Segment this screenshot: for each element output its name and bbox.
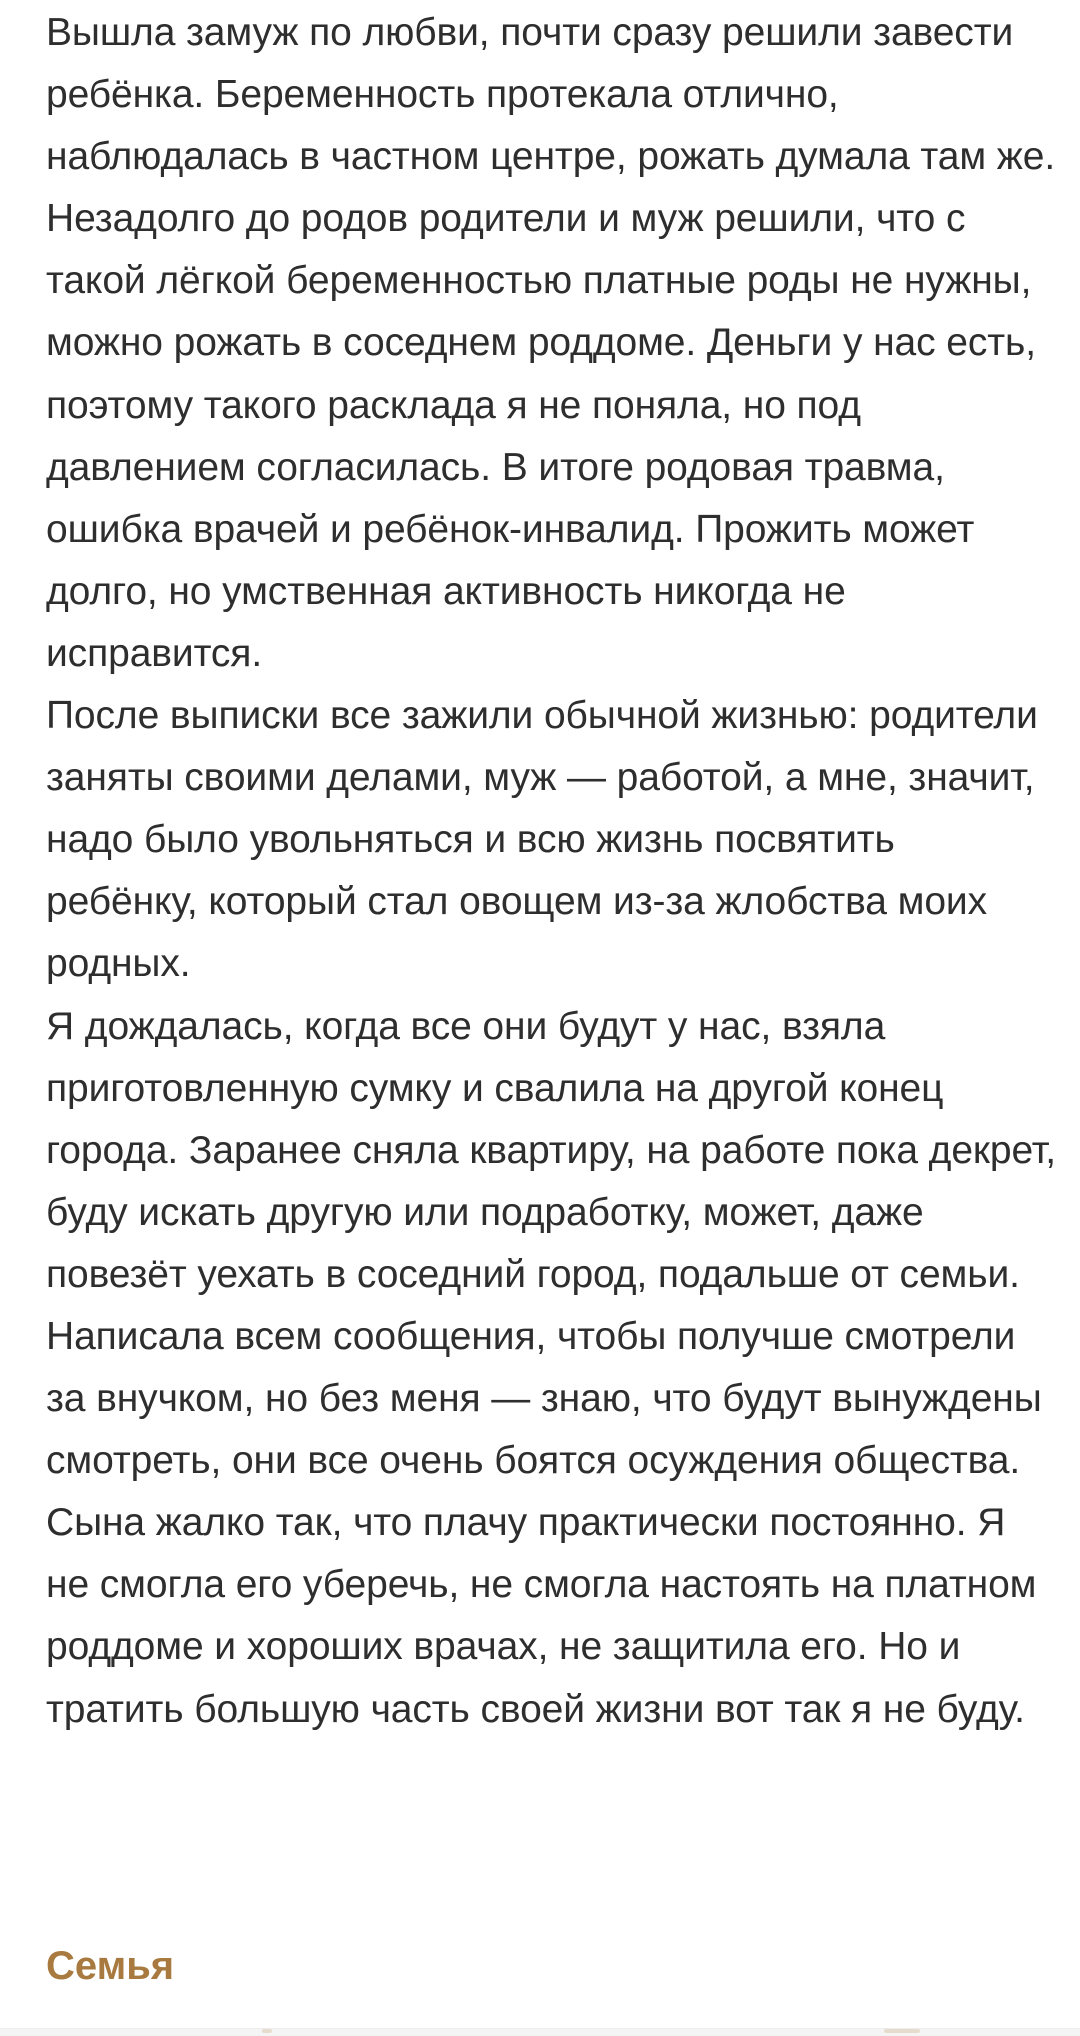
story-paragraph-1: Вышла замуж по любви, почти сразу решили завести ребёнка. Беременность протекала отлично, наблюдалась в частном центре, рожать думала там же. Незадолго до родов родители и муж решили, что с такой лёгкой беременностью платные роды не нужны, можно рожать в соседнем роддоме. Деньги у нас есть, поэтому такого расклада я не поняла, но под давлением согласилась. В итоге родовая травма, ошибка врачей и ребёнок-инвалид. Прожить может долго, но умственная активность никогда не исправится.	[46, 11, 1056, 675]
story-paragraph-2: После выписки все зажили обычной жизнью: родители заняты своими делами, муж — работой, а мне, значит, надо было увольняться и всю жизнь посвятить ребёнку, который стал овощем из-за жлобства моих родных.	[46, 694, 1038, 986]
partial-element-left	[262, 2029, 272, 2033]
category-tag-link[interactable]: Семья	[46, 1944, 175, 1988]
story-body	[46, 2, 1056, 1741]
partial-element-right	[884, 2029, 920, 2033]
story-paragraph-3: Я дождалась, когда все они будут у нас, взяла приготовленную сумку и свалила на другой конец города. Заранее сняла квартиру, на работе пока декрет, буду искать другую или подработку, может, даже повезёт уехать в соседний город, подальше от семьи. Написала всем сообщения, чтобы получше смотрели за внучком, но без меня — знаю, что будут вынуждены смотреть, они все очень боятся осуждения общества. Сына жалко так, что плачу практически постоянно. Я не смогла его уберечь, не смогла настоять на платном роддоме и хороших врачах, не защитила его. Но и тратить большую часть своей жизни вот так я не буду.	[46, 1004, 1056, 1731]
